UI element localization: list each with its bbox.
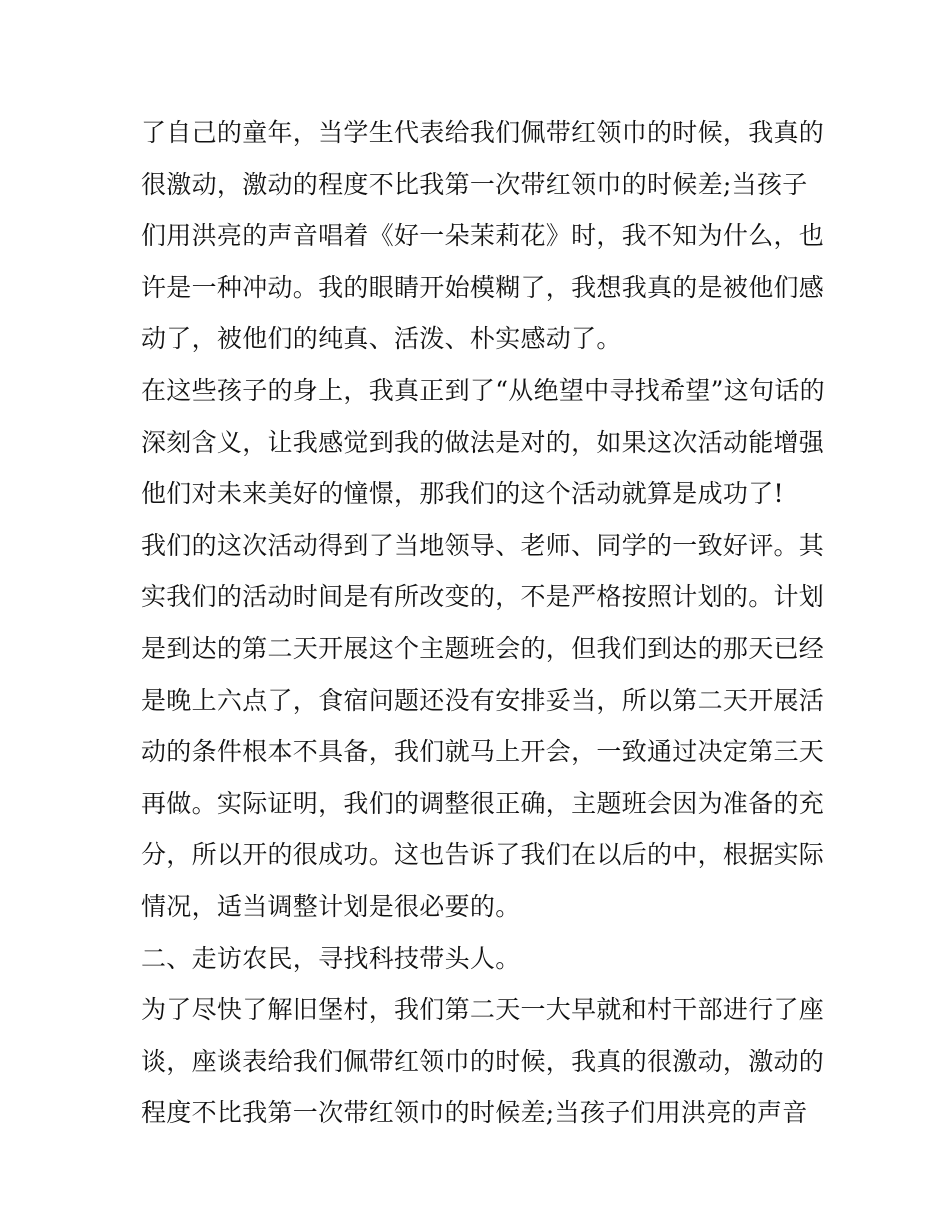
text-line-13: 动的条件根本不具备，我们就马上开会，一致通过决定第三天	[141, 737, 825, 767]
text-line-12: 是晚上六点了，食宿问题还没有安排妥当，所以第二天开展活	[141, 685, 825, 715]
text-line-4: 许是一种冲动。我的眼睛开始模糊了，我想我真的是被他们感	[141, 272, 825, 302]
text-line-3: 们用洪亮的声音唱着《好一朵茉莉花》时，我不知为什么，也	[141, 221, 825, 251]
text-line-20: 程度不比我第一次带红领巾的时候差;当孩子们用洪亮的声音	[141, 1098, 808, 1128]
text-line-11: 是到达的第二天开展这个主题班会的，但我们到达的那天已经	[141, 633, 825, 663]
text-line-2: 很激动，激动的程度不比我第一次带红领巾的时候差;当孩子	[141, 169, 808, 199]
text-line-18: 为了尽快了解旧堡村，我们第二天一大早就和村干部进行了座	[141, 995, 825, 1025]
text-line-16: 情况，适当调整计划是很必要的。	[141, 891, 521, 921]
body-text	[141, 107, 831, 1139]
text-line-10: 实我们的活动时间是有所改变的，不是严格按照计划的。计划	[141, 582, 825, 612]
text-line-15: 分，所以开的很成功。这也告诉了我们在以后的中，根据实际	[141, 840, 825, 870]
text-line-14: 再做。实际证明，我们的调整很正确，主题班会因为准备的充	[141, 788, 825, 818]
text-line-5: 动了，被他们的纯真、活泼、朴实感动了。	[141, 324, 622, 354]
text-line-1: 了自己的童年，当学生代表给我们佩带红领巾的时候，我真的	[141, 118, 825, 147]
text-line-8: 他们对未来美好的憧憬，那我们的这个活动就算是成功了!	[141, 479, 784, 509]
text-line-7: 深刻含义，让我感觉到我的做法是对的，如果这次活动能增强	[141, 427, 825, 457]
text-line-19: 谈，座谈表给我们佩带红领巾的时候，我真的很激动，激动的	[141, 1046, 825, 1076]
text-line-6: 在这些孩子的身上，我真正到了“从绝望中寻找希望”这句话的	[141, 375, 825, 405]
text-line-9: 我们的这次活动得到了当地领导、老师、同学的一致好评。其	[141, 530, 825, 560]
section-heading: 二、走访农民，寻找科技带头人。	[141, 943, 521, 973]
